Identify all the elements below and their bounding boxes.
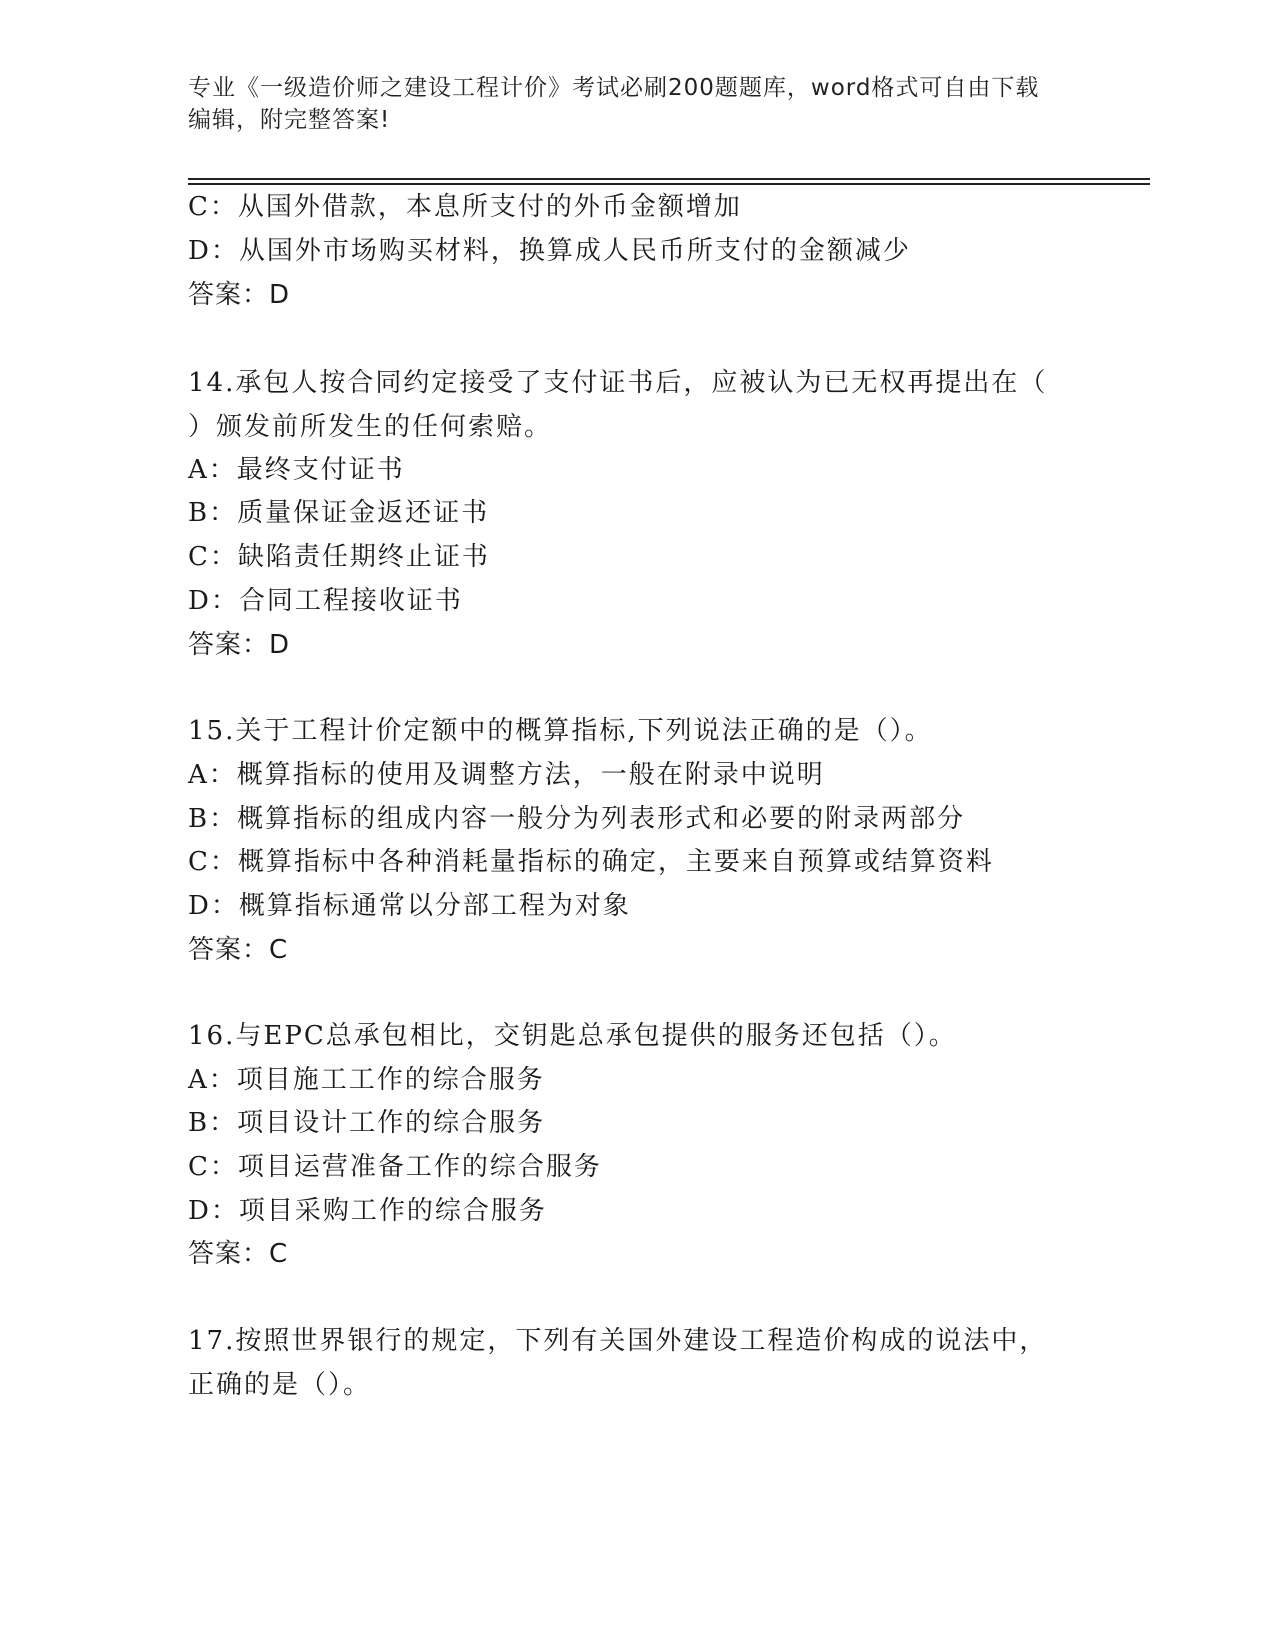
option-c: C：从国外借款，本息所支付的外币金额增加 (188, 192, 742, 222)
answer: 答案：D (188, 630, 291, 660)
option-d: D：项目采购工作的综合服务 (188, 1196, 547, 1226)
option-d: D：概算指标通常以分部工程为对象 (188, 891, 631, 921)
option-a: A：最终支付证书 (188, 455, 405, 485)
option-c: C：概算指标中各种消耗量指标的确定，主要来自预算或结算资料 (188, 847, 994, 877)
option-a: A：概算指标的使用及调整方法，一般在附录中说明 (188, 760, 825, 790)
option-b: B：概算指标的组成内容一般分为列表形式和必要的附录两部分 (188, 804, 966, 834)
option-d: D：合同工程接收证书 (188, 586, 463, 616)
question-stem: 17.按照世界银行的规定，下列有关国外建设工程造价构成的说法中， (188, 1326, 1048, 1356)
header-title-line-2: 编辑，附完整答案! (188, 107, 391, 133)
header-divider-bottom (188, 183, 1150, 185)
document-header (188, 72, 1108, 136)
option-a: A：项目施工工作的综合服务 (188, 1065, 545, 1095)
question-stem: 14.承包人按合同约定接受了支付证书后，应被认为已无权再提出在（ (188, 368, 1048, 398)
question-stem-continued: 正确的是（）。 (188, 1370, 372, 1400)
answer: 答案：C (188, 1239, 289, 1269)
header-divider-top (188, 178, 1150, 180)
answer: 答案：D (188, 280, 291, 310)
option-b: B：质量保证金返还证书 (188, 498, 490, 528)
option-c: C：缺陷责任期终止证书 (188, 542, 490, 572)
answer: 答案：C (188, 935, 289, 965)
option-d: D：从国外市场购买材料，换算成人民币所支付的金额减少 (188, 236, 911, 266)
option-c: C：项目运营准备工作的综合服务 (188, 1152, 602, 1182)
option-b: B：项目设计工作的综合服务 (188, 1108, 546, 1138)
question-stem: 15.关于工程计价定额中的概算指标,下列说法正确的是（）。 (188, 716, 933, 746)
question-stem-continued: ）颁发前所发生的任何索赔。 (188, 412, 553, 442)
header-title-line-1: 专业《一级造价师之建设工程计价》考试必刷200题题库，word格式可自由下载 (188, 75, 1040, 101)
question-stem: 16.与EPC总承包相比，交钥匙总承包提供的服务还包括（）。 (188, 1021, 957, 1051)
